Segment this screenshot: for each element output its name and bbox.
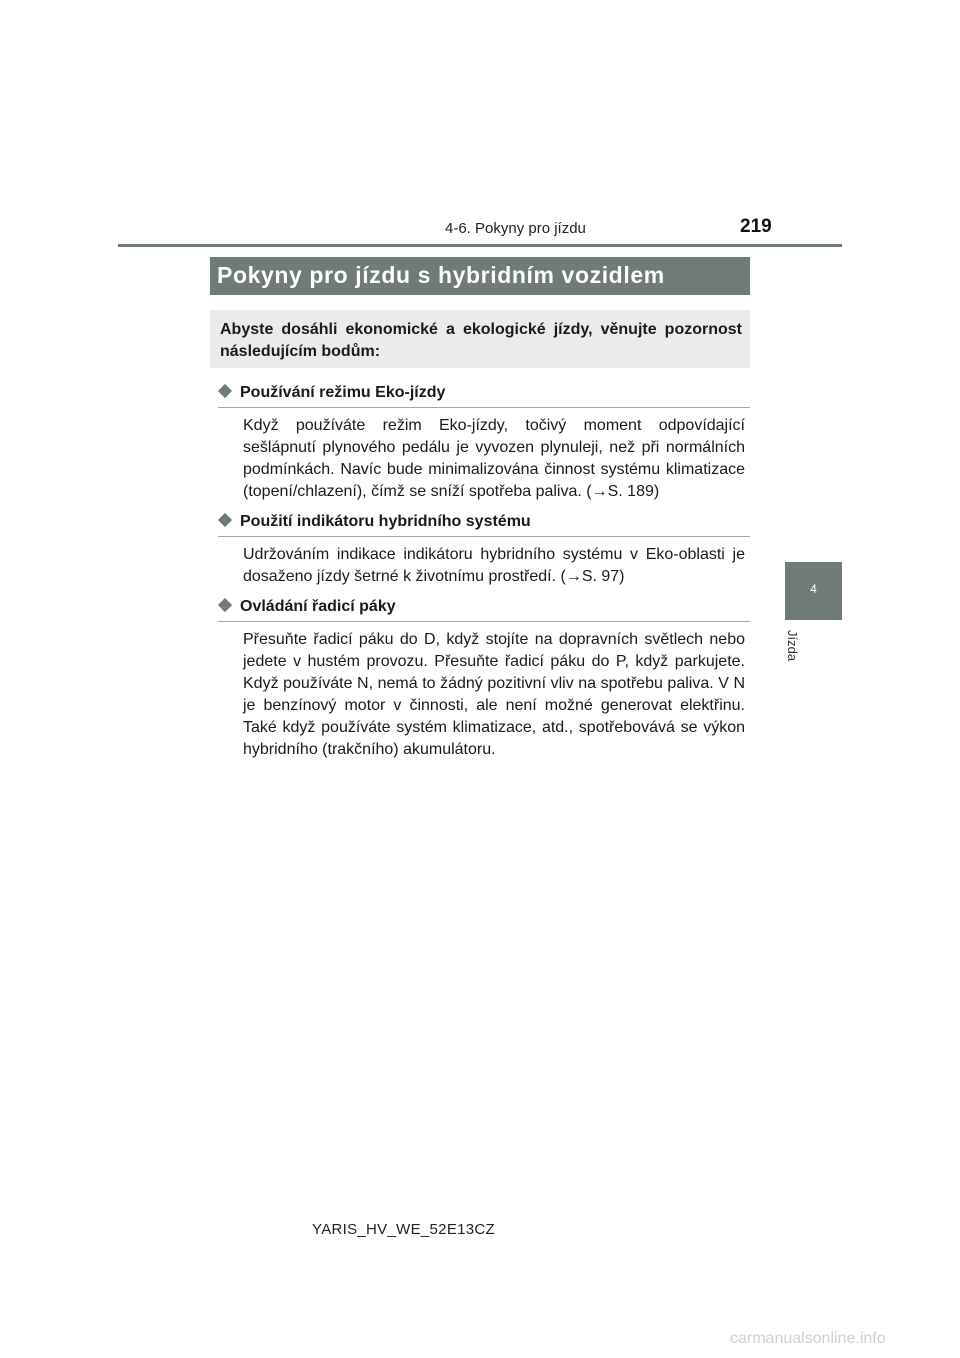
section-heading-text: Ovládání řadicí páky [240, 598, 396, 615]
section-heading-shift-lever [218, 598, 396, 616]
intro-text: Abyste dosáhli ekonomické a ekologické jízdy, věnujte pozornost následujícím bodům: [220, 321, 742, 360]
page-title: Pokyny pro jízdu s hybridním vozidlem [217, 262, 665, 288]
section-rule [218, 536, 750, 537]
document-code: YARIS_HV_WE_52E13CZ [312, 1221, 495, 1238]
section-rule [218, 407, 750, 408]
section-rule [218, 621, 750, 622]
section-body-eco-mode: Když používáte režim Eko-jízdy, točivý moment odpovídající sešlápnutí plynového pedálu je vyvozen plynuleji, než při normálních podmínkách. Navíc bude minimalizována činnost systému klimatizace (topení/chlazení), čímž se sníží spotřeba paliva. (→S. 189) [243, 417, 745, 500]
header-rule [118, 244, 842, 247]
page-number: 219 [740, 216, 772, 237]
diamond-icon [218, 598, 232, 612]
title-bar [210, 257, 750, 295]
chapter-number: 4 [810, 582, 817, 596]
diamond-icon [218, 384, 232, 398]
chapter-label: Jízda [785, 630, 800, 662]
chapter-tab [785, 562, 842, 620]
section-body-shift-lever: Přesuňte řadicí páku do D, když stojíte na dopravních světlech nebo jedete v hustém provozu. Přesuňte řadicí páku do P, když parkujete. Když používáte N, nemá to žádný pozitivní vliv na spotřebu paliva. V N je benzínový motor v činnosti, ale není možné generovat elektřinu. Také když používáte systém klimatizace, atd., spotřebovává se výkon hybridního (trakčního) akumulátoru. [243, 631, 745, 758]
section-heading-hybrid-indicator [218, 513, 531, 531]
section-heading-text: Používání režimu Eko-jízdy [240, 384, 446, 401]
header-section-title: 4-6. Pokyny pro jízdu [445, 220, 586, 237]
watermark: carmanualsonline.info [730, 1330, 886, 1347]
diamond-icon [218, 513, 232, 527]
section-heading-text: Použití indikátoru hybridního systému [240, 513, 531, 530]
section-body-hybrid-indicator: Udržováním indikace indikátoru hybridního systému v Eko-oblasti je dosaženo jízdy šetrné k životnímu prostředí. (→S. 97) [243, 546, 745, 585]
section-heading-eco-mode [218, 384, 445, 402]
intro-box [210, 310, 750, 368]
